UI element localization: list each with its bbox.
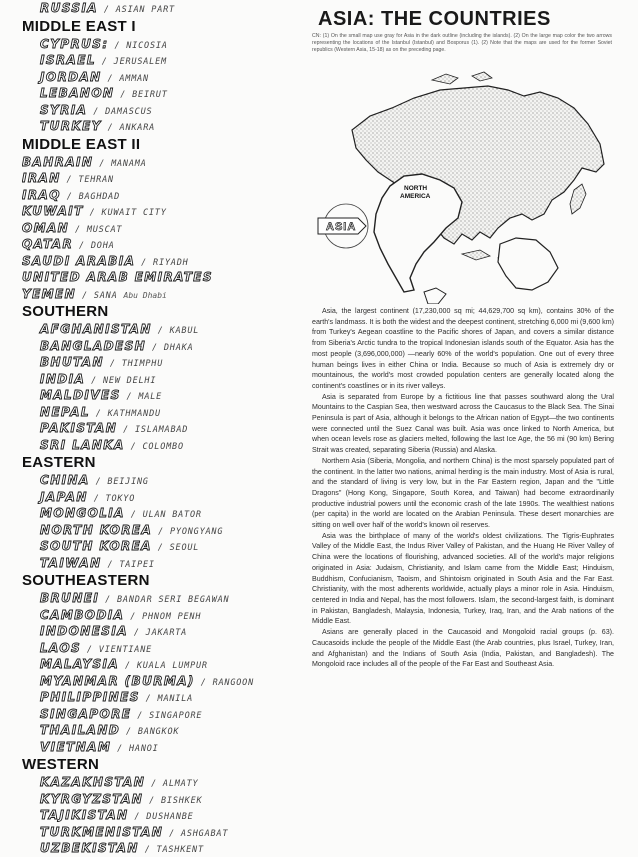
separator: / [98, 5, 116, 15]
separator: / [139, 694, 158, 704]
separator: / [127, 628, 146, 638]
separator: / [120, 392, 139, 402]
country-name: TURKEY [40, 119, 102, 133]
separator: / [117, 425, 135, 435]
country-entry [22, 220, 287, 237]
country-name: TAJIKISTAN [40, 808, 129, 822]
country-entry [22, 52, 287, 69]
capital-name: NICOSIA [126, 40, 168, 51]
country-entry [22, 286, 287, 303]
country-name: TAIWAN [40, 555, 102, 570]
country-name: BRUNEI [40, 591, 100, 605]
capital-name: VIENTIANE [98, 644, 153, 655]
capital-name: SINGAPORE [149, 710, 203, 721]
separator: / [124, 441, 143, 452]
body-paragraph: Asia was the birthplace of many of the world's oldest civilizations. The Tigris-Euphrates Valley of the Middle East, the Indus River Valley of Pakistan, and the Huang He River Valley of China were the locations of flourishing, advanced societies. All of the world's major religions originated in Asia: Judaism, Christianity, and Islam came from the Middle East; Hinduism, Buddhism, Confucianism, Taoism, and Shintoism originated in South Asia and the Far East. Christianity, with the most adherents worldwide, actually plays a minor role in Asia. Hinduism, centered in India and Nepal, has the most followers. Islam, the second-largest faith, is dominant in Pakistan, Bangladesh, Malaysia, Indonesia, Turkey, Iraq, Iran, and the Arab nations of the Middle East. [312, 531, 614, 626]
separator: / [60, 191, 79, 202]
capital-name: KUALA LUMPUR [136, 661, 208, 671]
capital-name: MANAMA [111, 158, 147, 169]
country-name: UNITED ARAB EMIRATES [22, 270, 213, 284]
country-name: VIETNAM [40, 739, 112, 754]
asia-map [312, 68, 612, 304]
region-heading: SOUTHERN [22, 303, 109, 320]
country-name: INDIA [40, 371, 86, 386]
country-entry [22, 69, 287, 86]
separator: / [108, 40, 127, 51]
country-entry [22, 404, 287, 421]
capital-name: BEIJING [107, 477, 149, 487]
separator: / [143, 795, 161, 806]
capital-name: BAGHDAD [78, 191, 120, 202]
separator: / [73, 241, 91, 251]
country-name: MALAYSIA [40, 657, 120, 671]
separator: / [85, 375, 103, 386]
article-body [312, 306, 614, 670]
country-name: CHINA [40, 473, 90, 487]
separator: / [151, 543, 170, 553]
capital-name: BEIRUT [132, 90, 168, 100]
capital-name: TEHRAN [78, 175, 114, 185]
capital-extra: Abu Dhabi [123, 290, 167, 300]
separator: / [89, 408, 108, 419]
separator: / [101, 123, 120, 133]
separator: / [87, 493, 106, 504]
country-entry [22, 203, 287, 220]
separator: / [69, 224, 87, 235]
capital-name: MANILA [157, 694, 194, 704]
country-entry [22, 807, 287, 824]
capital-name: SEOUL [169, 543, 200, 553]
capital-name: JAKARTA [145, 628, 188, 638]
capital-name: ULAN BATOR [142, 510, 202, 520]
country-entry [22, 187, 287, 204]
capital-name: KABUL [169, 326, 200, 336]
separator: / [152, 526, 170, 537]
body-paragraph: Northern Asia (Siberia, Mongolia, and northern China) is the most sparsely populated part of the continent. In the latter two nations, animal herding is the main industry. Most of Asia is rural, and the standard of living is very low, but in the Far Eastern region, Japan and the "Little Dragons" (Hong Kong, Singapore, South Korea, and Taiwan) had become extraordinarily productive industrial powers until the economic crash of the late 1990s. The wealthiest nations (per capita) in the world are located on the Arabian Peninsula. These desert monarchies are sitting on well over half of the world's known oil reserves. [312, 456, 614, 530]
capital-name: BANGKOK [137, 727, 180, 737]
region-heading: WESTERN [22, 756, 100, 773]
country-entry [22, 555, 287, 572]
body-paragraph: Asia, the largest continent (17,230,000 sq mi; 44,629,700 sq km), contains 30% of the earth's landmass. It is both the widest and the deepest continent, stretching 6,000 mi (9,600 km) from Turkey's Aegean coastline to the Pacific shores of Japan, and covers a similar distance from Siberia's Arctic tundra to the tropical Indonesian islands south of the Equator. Asia has the most people (3,696,000,000) —nearly 60% of the world's population. One out of every three human beings lives in either China or India. Because so much of Asia is extremely dry or mountainous, the world's most crowded population centers are generally located along the continent's coastlines or in its river valleys. [312, 307, 614, 390]
separator: / [81, 644, 99, 655]
capital-name: ALMATY [162, 779, 199, 789]
capital-name: TAIPEI [119, 559, 155, 570]
country-entry [22, 607, 287, 624]
separator: / [124, 611, 143, 622]
separator: / [76, 290, 94, 301]
country-name: NEPAL [40, 404, 90, 419]
country-entry [22, 236, 287, 253]
country-name: MYANMAR (BURMA) [40, 673, 195, 688]
capital-name: TASHKENT [156, 845, 204, 855]
country-entry [22, 338, 287, 355]
country-name: THAILAND [40, 723, 121, 737]
country-entry [22, 722, 287, 739]
capital-name: RANGOON [212, 677, 254, 688]
country-name: CAMBODIA [40, 607, 125, 622]
country-name: SRI LANKA [40, 437, 125, 452]
country-name: LEBANON [40, 86, 115, 100]
separator: / [124, 510, 143, 520]
country-entry [22, 791, 287, 808]
capital-name: DUSHANBE [146, 812, 194, 822]
country-entry [22, 321, 287, 338]
country-name: ISRAEL [40, 53, 96, 67]
south-america-outline [424, 288, 446, 304]
europe-africa-outline [498, 238, 558, 290]
country-entry [22, 840, 287, 857]
separator: / [111, 743, 129, 754]
country-entry [22, 673, 287, 690]
country-entry [22, 706, 287, 723]
country-entry [22, 387, 287, 404]
country-entry [22, 774, 287, 791]
country-entry [22, 640, 287, 657]
country-name: TURKMENISTAN [40, 824, 164, 839]
country-entry [22, 505, 287, 522]
capital-name: TOKYO [105, 493, 136, 504]
capital-name: DOHA [90, 241, 115, 251]
separator: / [135, 257, 154, 268]
country-name: IRAQ [22, 187, 61, 202]
country-entry [22, 170, 287, 187]
separator: / [119, 661, 137, 671]
country-name: UZBEKISTAN [40, 841, 139, 855]
separator: / [163, 828, 181, 839]
country-name: SAUDI ARABIA [22, 253, 136, 268]
region-heading: MIDDLE EAST I [22, 17, 136, 35]
country-name: KUWAIT [22, 204, 84, 218]
country-name: JAPAN [40, 489, 88, 504]
capital-name: RIYADH [153, 257, 189, 268]
country-name: LAOS [40, 640, 82, 655]
capital-name: NEW DELHI [103, 375, 157, 386]
capital-name: COLOMBO [142, 441, 184, 452]
separator: / [194, 677, 213, 688]
arctic-island [432, 74, 458, 84]
japan-islands [570, 184, 586, 214]
separator: / [151, 326, 170, 336]
capital-name: ISLAMABAD [134, 425, 189, 435]
separator: / [93, 158, 112, 169]
country-entry [22, 118, 287, 135]
country-name: MALDIVES [40, 388, 121, 402]
separator: / [99, 595, 118, 605]
north-america-label-line2: AMERICA [400, 193, 431, 200]
country-entry [22, 85, 287, 102]
country-list [22, 0, 287, 857]
separator: / [103, 359, 122, 369]
country-entry [22, 102, 287, 119]
arctic-island [472, 72, 492, 81]
country-name: KAZAKHSTAN [40, 775, 146, 789]
country-name: BHUTAN [40, 355, 104, 369]
separator: / [101, 559, 120, 570]
separator: / [120, 727, 138, 737]
region-heading: MIDDLE EAST II [22, 135, 141, 153]
country-name: MONGOLIA [40, 506, 125, 520]
capital-name: ANKARA [119, 123, 156, 133]
region-heading: EASTERN [22, 454, 96, 471]
country-entry [22, 522, 287, 539]
country-name: RUSSIA [40, 1, 98, 15]
capital-name: MALE [138, 392, 163, 402]
country-name: BANGLADESH [40, 338, 147, 353]
separator: / [146, 342, 164, 353]
capital-name: KUWAIT CITY [101, 208, 167, 218]
separator: / [95, 57, 114, 67]
country-entry [22, 269, 287, 286]
asia-label: ASIA [326, 221, 357, 233]
country-entry [22, 538, 287, 555]
capital-name: PYONGYANG [169, 526, 224, 537]
country-name: SYRIA [40, 102, 88, 117]
capital-name: KATHMANDU [107, 408, 161, 419]
country-entry [22, 689, 287, 706]
body-paragraph: Asia is separated from Europe by a fictitious line that passes southward along the Ural Mountains to the Caspian Sea, then westward across the Caucasus to the Black Sea. The Sinai Peninsula is part of Asia, although it belongs to the African nation of Egypt—the two continents were connected until the Suez Canal was built. Asia was once linked to North America, but when ocean levels rose as glaciers melted, following the last Ice Age, the 56 mi (90 km) Bering Strait was created, separating Siberia (Russia) and Alaska. [312, 392, 614, 455]
region-heading: SOUTHEASTERN [22, 572, 150, 589]
separator: / [145, 779, 163, 789]
page-title: ASIA: THE COUNTRIES [318, 8, 551, 30]
country-entry [22, 739, 287, 756]
country-entry [22, 253, 287, 270]
country-entry [22, 472, 287, 489]
country-entry [22, 623, 287, 640]
separator: / [114, 90, 133, 100]
country-name: INDONESIA [40, 624, 128, 638]
capital-name: THIMPHU [121, 359, 164, 369]
separator: / [131, 710, 150, 721]
country-entry [22, 154, 287, 171]
country-name: SINGAPORE [40, 706, 132, 721]
country-entry [22, 420, 287, 437]
capital-name: SANA [93, 290, 118, 301]
capital-name: ASIAN PART [115, 5, 175, 15]
separator: / [138, 845, 157, 855]
country-entry [22, 590, 287, 607]
capital-name: ASHGABAT [180, 828, 229, 839]
country-name: CYPRUS: [40, 36, 109, 51]
body-paragraph: Asians are generally placed in the Caucasoid and Mongoloid racial groups (p. 63). Caucasoids include the people of the Middle East (the Arab countries, plus Israel, Turkey, Iran, and Afghanistan) and the Indians of South Asia (India, Pakistan, and Bangladesh). The Mongoloid race includes all of the people of the Far East and Southeast Asia. [312, 628, 614, 669]
separator: / [87, 106, 106, 117]
country-entry [22, 0, 287, 17]
north-america-label-line1: NORTH [404, 185, 428, 192]
country-name: QATAR [22, 237, 74, 251]
separator: / [83, 208, 102, 218]
country-name: BAHRAIN [22, 154, 94, 169]
country-name: KYRGYZSTAN [40, 791, 144, 806]
capital-name: AMMAN [119, 73, 149, 84]
capital-name: BANDAR SERI BEGAWAN [117, 595, 230, 605]
country-name: AFGHANISTAN [40, 322, 152, 336]
country-name: NORTH KOREA [40, 522, 153, 537]
separator: / [89, 477, 108, 487]
separator: / [60, 175, 79, 185]
country-name: OMAN [22, 220, 70, 235]
country-name: YEMEN [22, 286, 77, 301]
country-name: SOUTH KOREA [40, 539, 152, 553]
separator: / [128, 812, 147, 822]
capital-name: DAMASCUS [105, 106, 153, 117]
country-entry [22, 36, 287, 53]
country-entry [22, 354, 287, 371]
separator: / [101, 73, 120, 84]
country-name: IRAN [22, 171, 61, 185]
country-name: JORDAN [40, 69, 102, 84]
capital-name: DHAKA [163, 342, 194, 353]
capital-name: PHNOM PENH [142, 611, 202, 622]
country-entry [22, 656, 287, 673]
capital-name: JERUSALEM [113, 57, 167, 67]
country-name: PHILIPPINES [40, 690, 140, 704]
capital-name: HANOI [128, 743, 159, 754]
capital-name: BISHKEK [160, 795, 203, 806]
capital-name: MUSCAT [86, 224, 123, 235]
country-name: PAKISTAN [40, 421, 118, 435]
coloring-instructions: CN: (1) On the small map use gray for Asia in the dark outline (including the islands). (2) On the large map color the two arrows representing the locations of the Istanbul (Istanbul) and Bosporus (1). (2) Note that the maps are used for the former Soviet republics (Western Asia, 15-18) as on the preceding page. [312, 33, 612, 53]
country-entry [22, 489, 287, 506]
country-entry [22, 437, 287, 454]
country-entry [22, 371, 287, 388]
